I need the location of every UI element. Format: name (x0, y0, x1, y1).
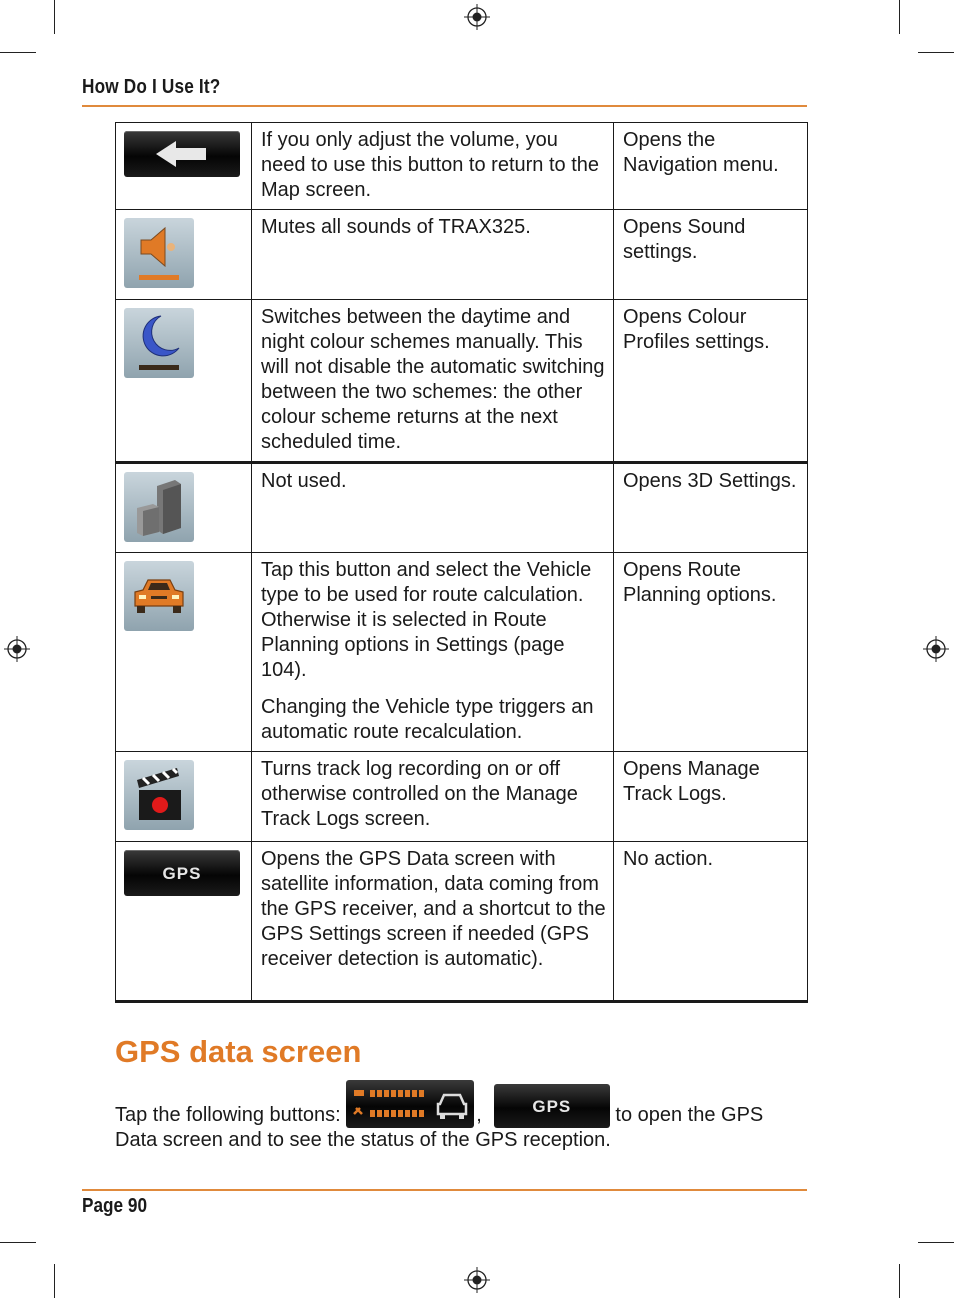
row-description: Tap this button and select the Vehicle type to be used for route calculation. Otherwise it is selected in Route Planning options in Settings (page 104). (261, 559, 592, 681)
icon-cell (116, 463, 252, 553)
page-number: Page 90 (82, 1195, 148, 1217)
back-arrow-icon (124, 131, 240, 177)
gps-button-icon (494, 1084, 610, 1128)
registration-mark-icon (464, 4, 490, 30)
long-press-cell: Opens Sound settings. (614, 210, 808, 300)
paragraph-text-after-line1: to open the GPS (609, 1104, 764, 1126)
gps-button-label: GPS (532, 1096, 572, 1116)
car-icon (124, 561, 194, 631)
description-cell (252, 300, 614, 463)
section-heading: GPS data screen (115, 1034, 362, 1069)
crop-mark (899, 1264, 900, 1298)
paragraph-text-before: Tap the following buttons: (115, 1104, 347, 1126)
row-description: Turns track log recording on or off otherwise controlled on the Manage Track Logs screen. (261, 758, 578, 830)
row-description: Changing the Vehicle type triggers an automatic route recalculation. (261, 696, 594, 743)
running-header: How Do I Use It? (82, 76, 221, 98)
long-press-cell: Opens Manage Track Logs. (614, 752, 808, 842)
description-cell (252, 752, 614, 842)
long-press-cell: Opens 3D Settings. (614, 463, 808, 553)
long-press-cell: Opens Colour Profiles settings. (614, 300, 808, 463)
icon-cell (116, 752, 252, 842)
buildings-3d-icon (124, 472, 194, 542)
table-row (116, 123, 808, 210)
gps-status-button-icon (346, 1080, 474, 1128)
paragraph-text-line2: Data screen and to see the status of the GPS reception. (115, 1129, 611, 1151)
table-row (116, 842, 808, 1002)
table-row (116, 553, 808, 752)
paragraph-text-after (115, 1128, 611, 1153)
registration-mark-icon (923, 636, 949, 662)
long-press-cell: No action. (614, 842, 808, 1002)
moon-icon (124, 308, 194, 378)
gps-button-label: GPS (162, 863, 202, 883)
description-cell (252, 123, 614, 210)
icon-cell (116, 300, 252, 463)
section-paragraph (115, 1080, 807, 1153)
registration-mark-icon (4, 636, 30, 662)
crop-mark (918, 52, 954, 53)
crop-mark (899, 0, 900, 34)
registration-mark-icon (464, 1267, 490, 1293)
icon-cell (116, 842, 252, 1002)
table-row (116, 752, 808, 842)
table-row (116, 463, 808, 553)
crop-mark (0, 52, 36, 53)
crop-mark (54, 1264, 55, 1298)
speaker-icon (124, 218, 194, 288)
icon-cell (116, 553, 252, 752)
table-row (116, 300, 808, 463)
description-cell (252, 842, 614, 1002)
row-description: Switches between the daytime and night colour schemes manually. This will not disable the automatic switching between the two schemes: the other colour scheme returns at the next scheduled time. (261, 306, 605, 453)
footer-rule (82, 1189, 807, 1191)
row-description: Mutes all sounds of TRAX325. (261, 216, 531, 238)
gps-button-icon (124, 850, 240, 896)
row-description: Opens the GPS Data screen with satellite information, data coming from the GPS receiver, and a shortcut to the GPS Settings screen if needed (GPS receiver detection is automatic). (261, 848, 606, 970)
crop-mark (0, 1242, 36, 1243)
row-description: Not used. (261, 470, 347, 492)
crop-mark (918, 1242, 954, 1243)
button-function-table (115, 122, 808, 1003)
icon-cell (116, 210, 252, 300)
paragraph-separator: , (476, 1104, 482, 1126)
description-cell (252, 463, 614, 553)
description-cell (252, 553, 614, 752)
long-press-cell: Opens Route Planning options. (614, 553, 808, 752)
icon-cell (116, 123, 252, 210)
long-press-cell: Opens the Navigation menu. (614, 123, 808, 210)
crop-mark (54, 0, 55, 34)
row-description: If you only adjust the volume, you need to use this button to return to the Map screen. (261, 129, 600, 201)
header-rule (82, 105, 807, 107)
clapperboard-record-icon (124, 760, 194, 830)
table-row (116, 210, 808, 300)
description-cell (252, 210, 614, 300)
